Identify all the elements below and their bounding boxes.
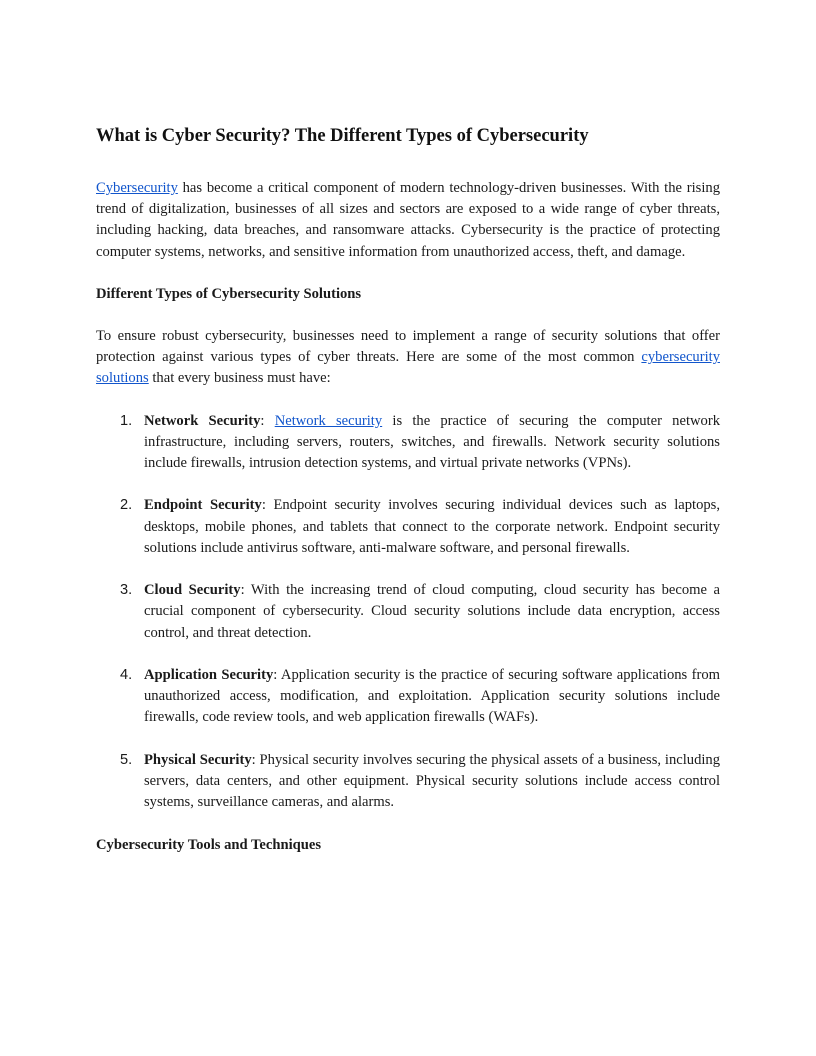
list-item: [96, 580, 720, 644]
item-text: Endpoint security involves securing individual devices such as laptops, desktops, mobile phones, and tablets that connect to the corporate network. Endpoint security solutions include antivirus software, anti-malware software, and personal firewalls.: [144, 497, 721, 556]
lead-text-before: To ensure robust cybersecurity, businesses need to implement a range of security solutions that offer protection against various types of cyber threats. Here are some of the most common: [96, 328, 720, 366]
item-separator: :: [251, 751, 260, 768]
cybersecurity-solutions-link[interactable]: cybersecurity solutions: [96, 349, 720, 387]
intro-text: has become a critical component of modern technology-driven businesses. With the rising trend of digitalization, businesses of all sizes and sectors are exposed to a wide range of cyber threats, including hacking, data breaches, and ransomware attacks. Cybersecurity is the practice of protecting computer systems, networks, and sensitive information from unauthorized access, theft, and damage.: [96, 180, 720, 260]
item-term: Network Security: [144, 412, 261, 429]
item-text: With the increasing trend of cloud computing, cloud security has become a crucial component of cybersecurity. Cloud security solutions include data encryption, access control, and threat detection.: [144, 582, 720, 641]
document-page: [96, 122, 720, 856]
item-text: Application security is the practice of securing software applications from unauthorized access, modification, and exploitation. Application security solutions include firewalls, code review tools, and web application firewalls (WAFs).: [144, 667, 720, 726]
list-number: 1.: [120, 412, 133, 429]
cybersecurity-link[interactable]: Cybersecurity: [96, 180, 178, 196]
item-separator: :: [240, 582, 251, 599]
item-term: Physical Security: [144, 751, 252, 768]
item-text: is the practice of securing the computer network infrastructure, including servers, routers, switches, and firewalls. Network security solutions include firewalls, intrusion detection systems, and virtual private networks (VPNs).: [144, 412, 720, 472]
item-term: Cloud Security: [144, 582, 241, 599]
item-separator: :: [260, 412, 275, 429]
item-text: Physical security involves securing the physical assets of a business, including servers, data centers, and other equipment. Physical security solutions include access control systems, surveillance cameras, and alarms.: [144, 751, 721, 811]
list-item: [96, 665, 720, 729]
network-security-link[interactable]: Network security: [274, 412, 383, 429]
item-term: Endpoint Security: [144, 497, 262, 514]
section-heading-solutions: Different Types of Cybersecurity Solutions: [96, 285, 362, 302]
item-separator: :: [261, 497, 274, 514]
list-number: 2.: [120, 497, 133, 514]
list-item: [96, 750, 720, 814]
section-heading-tools: Cybersecurity Tools and Techniques: [96, 836, 322, 853]
list-item: [96, 411, 720, 475]
item-separator: :: [273, 667, 281, 684]
item-term: Application Security: [144, 667, 274, 684]
list-number: 4.: [120, 667, 133, 684]
intro-paragraph: [96, 178, 720, 263]
list-item: [96, 495, 720, 559]
page-title: What is Cyber Security? The Different Types of Cybersecurity: [96, 126, 589, 146]
list-number: 3.: [120, 582, 133, 599]
solutions-list: [96, 411, 720, 814]
lead-text-after: that every business must have:: [148, 370, 331, 387]
solutions-lead-paragraph: [96, 326, 720, 390]
list-number: 5.: [120, 751, 133, 768]
